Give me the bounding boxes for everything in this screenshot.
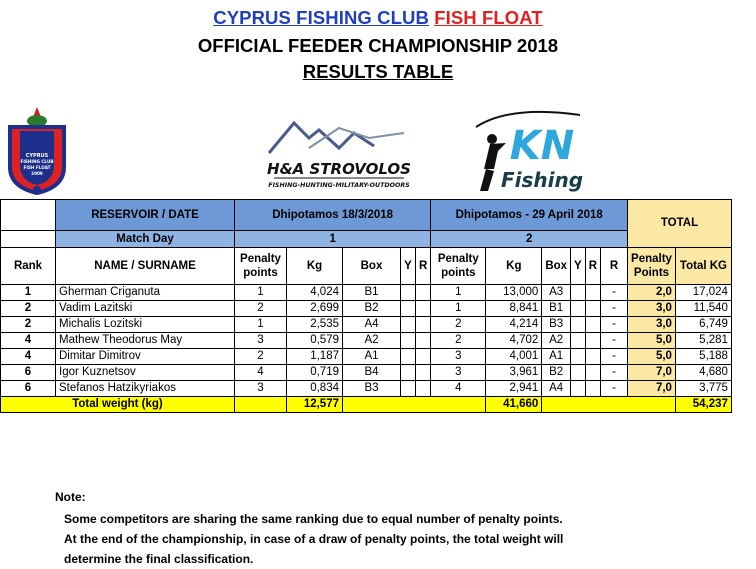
table-row [1, 285, 732, 301]
col-kg-1: Kg [287, 248, 343, 285]
crest-line-1: CYPRUS [25, 153, 49, 159]
cell-total-penalty: 7,0 [628, 381, 676, 397]
crest-line-4: 2009 [31, 171, 43, 176]
sponsor1-tagline: FISHING-HUNTING-MILITARY-OUTDOORS [268, 182, 410, 189]
col-box-1: Box [343, 248, 401, 285]
column-header-row [1, 248, 732, 285]
cell-penalty-2: 2 [431, 333, 486, 349]
cell-penalty-1: 1 [235, 285, 287, 301]
cell-rank: 2 [1, 317, 56, 333]
cell-name: Mathew Theodorus May [56, 333, 235, 349]
col-r-2b: R [601, 248, 628, 285]
col-total-penalty: Penalty Points [628, 248, 676, 285]
cell-total-penalty: 3,0 [628, 301, 676, 317]
cell-total-penalty: 7,0 [628, 365, 676, 381]
cell-r-2 [585, 301, 600, 317]
col-r-1: R [416, 248, 431, 285]
cell-rank: 6 [1, 381, 56, 397]
cell-penalty-1: 2 [235, 301, 287, 317]
cell-rank: 2 [1, 301, 56, 317]
cell-kg-2: 4,001 [486, 349, 542, 365]
col-name: NAME / SURNAME [56, 248, 235, 285]
club-title [0, 7, 756, 29]
cell-total-penalty: 3,0 [628, 317, 676, 333]
total-kg-1: 12,577 [287, 397, 343, 413]
cell-box-2: A4 [542, 381, 571, 397]
cell-penalty-2: 4 [431, 381, 486, 397]
cell-box-1: B3 [343, 381, 401, 397]
cell-penalty-2: 2 [431, 317, 486, 333]
club-crest-logo [6, 105, 68, 195]
kn-fishing-logo [470, 107, 588, 195]
col-penalty-2: Penalty points [431, 248, 486, 285]
match-day-2: 2 [431, 231, 628, 248]
cell-r-1 [416, 301, 431, 317]
cell-y-1 [401, 317, 416, 333]
match-day-1: 1 [235, 231, 431, 248]
cell-r-1 [416, 381, 431, 397]
cell-box-2: A1 [542, 349, 571, 365]
cell-rank: 4 [1, 333, 56, 349]
cell-rank: 1 [1, 285, 56, 301]
cell-r-2 [585, 317, 600, 333]
cell-box-2: A3 [542, 285, 571, 301]
reservoir-label: RESERVOIR / DATE [56, 200, 235, 231]
venue-1: Dhipotamos 18/3/2018 [235, 200, 431, 231]
cell-box-2: B2 [542, 365, 571, 381]
cell-total-kg: 3,775 [675, 381, 731, 397]
cell-penalty-2: 1 [431, 301, 486, 317]
cell-total-penalty: 5,0 [628, 349, 676, 365]
cell-r-2b: - [601, 301, 628, 317]
note-line-3: determine the final classification. [64, 552, 254, 566]
cell-name: Dimitar Dimitrov [56, 349, 235, 365]
grand-total-kg: 54,237 [675, 397, 731, 413]
col-r-2: R [585, 248, 600, 285]
cell-name: Vadim Lazitski [56, 301, 235, 317]
cell-name: Michalis Lozitski [56, 317, 235, 333]
cell-r-2 [585, 333, 600, 349]
cell-y-2 [571, 365, 586, 381]
cell-y-2 [571, 381, 586, 397]
cell-r-2b: - [601, 349, 628, 365]
match-day-row [1, 231, 732, 248]
cell-box-2: B1 [542, 301, 571, 317]
table-row [1, 365, 732, 381]
match-day-label: Match Day [56, 231, 235, 248]
cell-penalty-2: 1 [431, 285, 486, 301]
cell-y-1 [401, 285, 416, 301]
cell-kg-2: 4,702 [486, 333, 542, 349]
sponsor2-kn: KN [509, 123, 575, 169]
club-float: FISH FLOAT [434, 7, 543, 28]
cell-penalty-2: 3 [431, 349, 486, 365]
table-row [1, 317, 732, 333]
cell-kg-2: 3,961 [486, 365, 542, 381]
note-line-1: Some competitors are sharing the same ranking due to equal number of penalty points. [64, 512, 563, 526]
col-penalty-1: Penalty points [235, 248, 287, 285]
cell-box-1: B1 [343, 285, 401, 301]
cell-total-kg: 4,680 [675, 365, 731, 381]
reservoir-row [1, 200, 732, 231]
total-weight-label: Total weight (kg) [1, 397, 235, 413]
cell-r-2b: - [601, 365, 628, 381]
col-y-2: Y [571, 248, 586, 285]
results-table [0, 199, 732, 413]
cell-r-1 [416, 349, 431, 365]
cell-r-2b: - [601, 317, 628, 333]
notes-section [55, 487, 563, 569]
cell-r-2b: - [601, 333, 628, 349]
cell-total-penalty: 2,0 [628, 285, 676, 301]
cell-kg-1: 2,699 [287, 301, 343, 317]
cell-y-1 [401, 381, 416, 397]
cell-total-kg: 11,540 [675, 301, 731, 317]
col-total-kg: Total KG [675, 248, 731, 285]
cell-y-1 [401, 349, 416, 365]
cell-name: Gherman Criganuta [56, 285, 235, 301]
cell-penalty-1: 4 [235, 365, 287, 381]
col-kg-2: Kg [486, 248, 542, 285]
cell-r-1 [416, 317, 431, 333]
cell-name: Igor Kuznetsov [56, 365, 235, 381]
cell-box-1: B4 [343, 365, 401, 381]
total-weight-row [1, 397, 732, 413]
cell-penalty-1: 3 [235, 333, 287, 349]
venue-2: Dhipotamos - 29 April 2018 [431, 200, 628, 231]
cell-box-2: A2 [542, 333, 571, 349]
col-rank: Rank [1, 248, 56, 285]
cell-kg-1: 0,579 [287, 333, 343, 349]
crest-line-3: FISH FLOAT [23, 165, 51, 170]
table-row [1, 301, 732, 317]
col-y-1: Y [401, 248, 416, 285]
cell-kg-1: 2,535 [287, 317, 343, 333]
cell-kg-2: 4,214 [486, 317, 542, 333]
cell-y-1 [401, 333, 416, 349]
cell-box-2: B3 [542, 317, 571, 333]
cell-r-2b: - [601, 381, 628, 397]
cell-rank: 4 [1, 349, 56, 365]
championship-title: OFFICIAL FEEDER CHAMPIONSHIP 2018 [197, 35, 559, 56]
cell-kg-1: 0,719 [287, 365, 343, 381]
cell-r-2 [585, 285, 600, 301]
cell-penalty-1: 3 [235, 381, 287, 397]
strovolos-sponsor-logo [249, 108, 429, 193]
cell-penalty-1: 1 [235, 317, 287, 333]
cell-y-2 [571, 317, 586, 333]
cell-r-2 [585, 381, 600, 397]
cell-total-kg: 17,024 [675, 285, 731, 301]
cell-y-2 [571, 333, 586, 349]
cell-penalty-2: 3 [431, 365, 486, 381]
cell-y-2 [571, 349, 586, 365]
cell-r-1 [416, 285, 431, 301]
cell-kg-2: 2,941 [486, 381, 542, 397]
cell-kg-1: 4,024 [287, 285, 343, 301]
cell-y-2 [571, 285, 586, 301]
table-row [1, 333, 732, 349]
cell-total-penalty: 5,0 [628, 333, 676, 349]
total-kg-2: 41,660 [486, 397, 542, 413]
cell-box-1: A1 [343, 349, 401, 365]
cell-r-2b: - [601, 285, 628, 301]
cell-kg-1: 1,187 [287, 349, 343, 365]
results-table-title: RESULTS TABLE [302, 61, 454, 82]
cell-penalty-1: 2 [235, 349, 287, 365]
table-row [1, 381, 732, 397]
cell-kg-2: 8,841 [486, 301, 542, 317]
total-header: TOTAL [628, 200, 732, 248]
sponsor2-fishing: Fishing [500, 168, 584, 192]
notes-title: Note: [55, 490, 86, 504]
cell-total-kg: 6,749 [675, 317, 731, 333]
sponsor1-name: H&A STROVOLOS [267, 160, 411, 178]
crest-line-2: FISHING CLUB [20, 159, 54, 164]
cell-r-2 [585, 365, 600, 381]
cell-name: Stefanos Hatzikyriakos [56, 381, 235, 397]
cell-box-1: A4 [343, 317, 401, 333]
club-name: CYPRUS FISHING CLUB [213, 7, 429, 28]
cell-y-2 [571, 301, 586, 317]
cell-box-1: A2 [343, 333, 401, 349]
cell-rank: 6 [1, 365, 56, 381]
col-box-2: Box [542, 248, 571, 285]
cell-y-1 [401, 301, 416, 317]
cell-total-kg: 5,188 [675, 349, 731, 365]
cell-r-1 [416, 333, 431, 349]
results-rows [1, 285, 732, 397]
cell-r-1 [416, 365, 431, 381]
cell-total-kg: 5,281 [675, 333, 731, 349]
cell-r-2 [585, 349, 600, 365]
cell-box-1: B2 [343, 301, 401, 317]
cell-kg-1: 0,834 [287, 381, 343, 397]
table-row [1, 349, 732, 365]
cell-y-1 [401, 365, 416, 381]
note-line-2: At the end of the championship, in case of a draw of penalty points, the total weight will [64, 532, 564, 546]
cell-kg-2: 13,000 [486, 285, 542, 301]
